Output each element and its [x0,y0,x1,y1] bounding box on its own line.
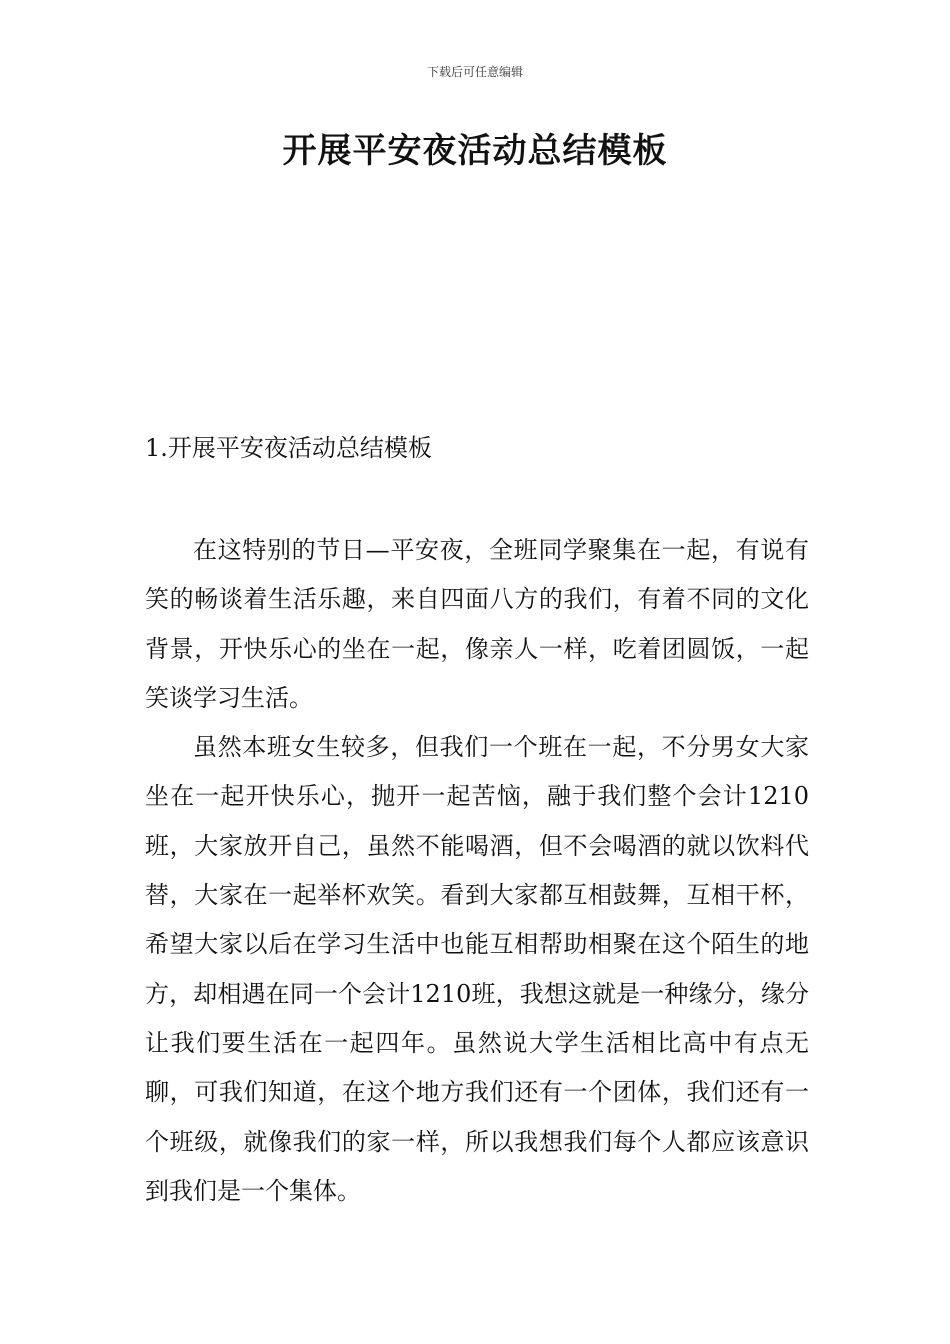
document-title: 开展平安夜活动总结模板 [282,131,668,171]
body-text [145,526,809,1216]
paragraph: 在这特别的节日—平安夜，全班同学聚集在一起，有说有笑的畅谈着生活乐趣，来自四面八方的我们，有着不同的文化背景，开快乐心的坐在一起，像亲人一样，吃着团圆饭，一起笑谈学习生活。 [145,536,809,712]
header-note: 下载后可任意编辑 [426,65,523,79]
paragraph: 虽然本班女生较多，但我们一个班在一起，不分男女大家坐在一起开快乐心，抛开一起苦恼，融于我们整个会计1210班，大家放开自己，虽然不能喝酒，但不会喝酒的就以饮料代替，大家在一起举杯欢笑。看到大家都互相鼓舞，互相干杯，希望大家以后在学习生活中也能互相帮助相聚在这个陌生的地方，却相遇在同一个会计1210班，我想这就是一种缘分，缘分让我们要生活在一起四年。虽然说大学生活相比高中有点无聊，可我们知道，在这个地方我们还有一个团体，我们还有一个班级，就像我们的家一样，所以我想我们每个人都应该意识到我们是一个集体。 [145,733,809,1205]
section-heading: 1.开展平安夜活动总结模板 [145,434,432,462]
